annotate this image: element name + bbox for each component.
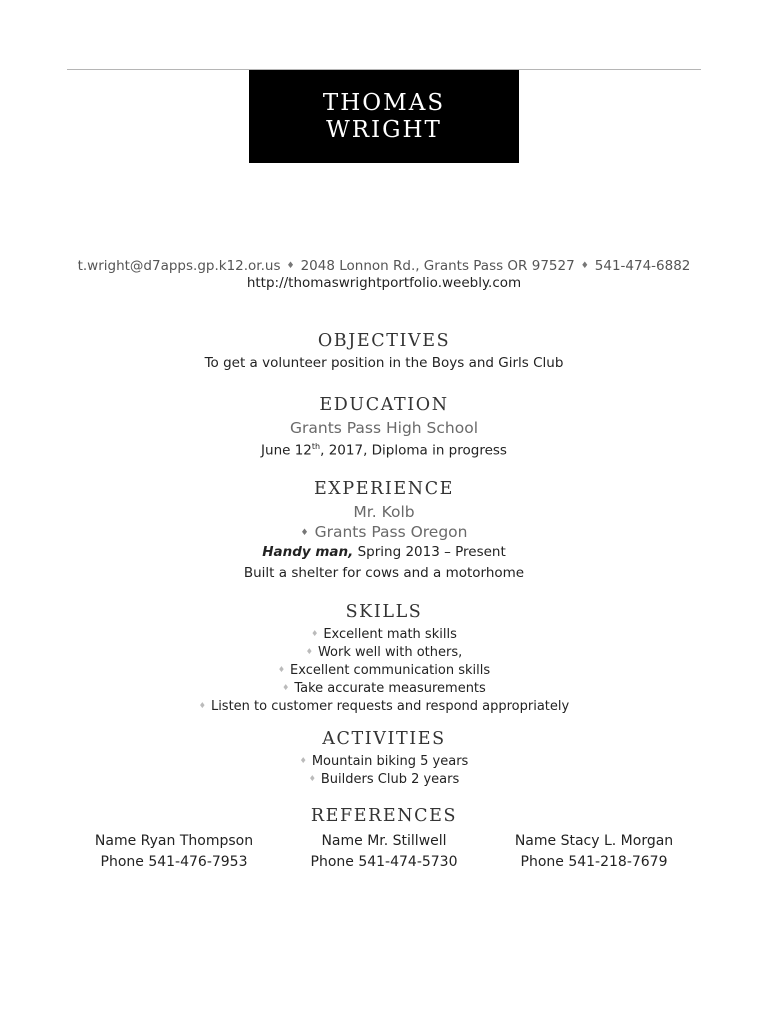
contact-info: [0, 258, 768, 292]
bullet-icon: ♦: [198, 701, 206, 710]
bullet-icon: ♦: [282, 683, 290, 692]
skills-section: [0, 601, 768, 715]
references-section: [0, 805, 768, 873]
name-header: [249, 70, 519, 163]
experience-heading: EXPERIENCE: [313, 479, 455, 499]
reference-entry: [74, 831, 274, 873]
separator-icon: ♦: [300, 528, 309, 538]
list-item-text: Builders Club 2 years: [320, 772, 460, 787]
job-title: [0, 543, 768, 561]
activities-heading: ACTIVITIES: [322, 729, 446, 749]
experience-section: [0, 478, 768, 582]
separator-icon: ♦: [286, 261, 295, 271]
website-link[interactable]: http://thomaswrightportfolio.weebly.com: [246, 275, 522, 291]
reference-entry: [284, 831, 484, 873]
reference-phone: Phone 541-476-7953: [100, 854, 248, 870]
list-item: [0, 625, 768, 643]
bullet-icon: ♦: [305, 647, 313, 656]
job-role: Handy man,: [262, 544, 354, 560]
objectives-text: To get a volunteer position in the Boys and Girls Club: [204, 355, 564, 371]
list-item-text: Mountain biking 5 years: [311, 754, 469, 769]
address: 2048 Lonnon Rd., Grants Pass OR 97527: [300, 258, 575, 274]
employer-location: ♦ Grants Pass Oregon: [300, 523, 468, 541]
activities-list: [0, 752, 768, 788]
employer-name: Mr. Kolb: [353, 503, 415, 521]
list-item-text: Listen to customer requests and respond appropriately: [210, 699, 570, 714]
reference-name: Name Mr. Stillwell: [321, 833, 447, 849]
reference-name: Name Ryan Thompson: [94, 833, 254, 849]
education-date: June 12th, 2017, Diploma in progress: [261, 442, 507, 459]
school-name: Grants Pass High School: [289, 419, 479, 437]
first-name: THOMAS: [322, 89, 446, 116]
list-item: [0, 661, 768, 679]
list-item: [0, 643, 768, 661]
bullet-icon: ♦: [308, 774, 316, 783]
list-item-text: Take accurate measurements: [294, 681, 486, 696]
education-heading: EDUCATION: [319, 395, 449, 415]
education-section: [0, 394, 768, 460]
reference-phone: Phone 541-218-7679: [520, 854, 668, 870]
references-heading: REFERENCES: [310, 806, 458, 826]
reference-name: Name Stacy L. Morgan: [514, 833, 674, 849]
reference-phone: Phone 541-474-5730: [310, 854, 458, 870]
separator-icon: ♦: [580, 261, 589, 271]
job-description: Built a shelter for cows and a motorhome: [243, 565, 525, 581]
list-item-text: Excellent math skills: [323, 627, 457, 642]
list-item: [0, 752, 768, 770]
list-item: [0, 770, 768, 788]
list-item-text: Excellent communication skills: [290, 663, 491, 678]
list-item: [0, 679, 768, 697]
bullet-icon: ♦: [311, 629, 319, 638]
job-period: Spring 2013 – Present: [353, 544, 506, 560]
references-list: [74, 831, 694, 873]
email-link[interactable]: t.wright@d7apps.gp.k12.or.us: [77, 258, 281, 274]
skills-heading: SKILLS: [345, 602, 423, 622]
reference-entry: [494, 831, 694, 873]
activities-section: [0, 728, 768, 788]
list-item: [0, 697, 768, 715]
objectives-section: [0, 330, 768, 372]
phone: 541-474-6882: [594, 258, 691, 274]
bullet-icon: ♦: [277, 665, 286, 674]
list-item-text: Work well with others,: [317, 645, 463, 660]
objectives-heading: OBJECTIVES: [317, 331, 451, 351]
skills-list: [0, 625, 768, 715]
last-name: WRIGHT: [326, 116, 442, 143]
bullet-icon: ♦: [299, 756, 307, 765]
